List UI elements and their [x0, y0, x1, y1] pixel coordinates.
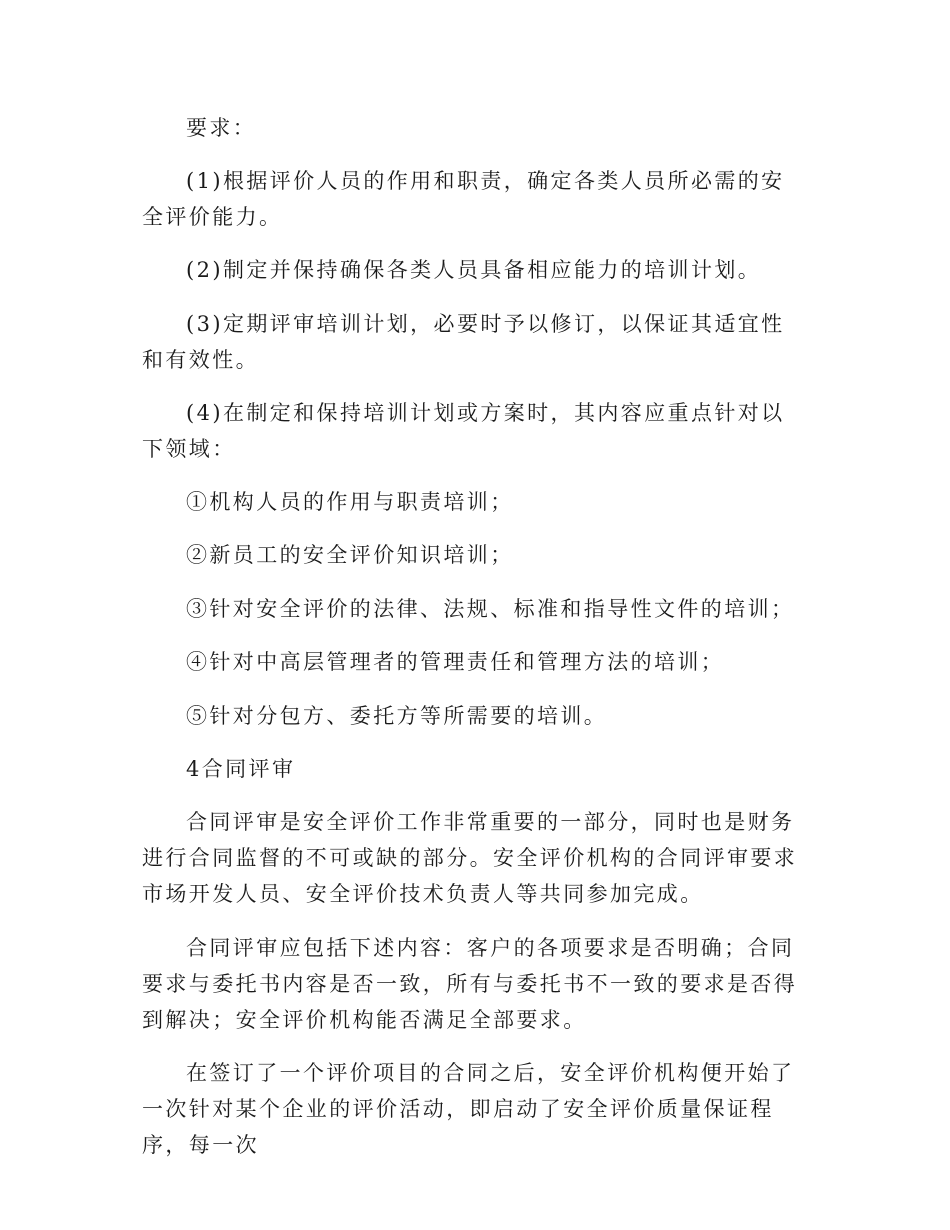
paragraph-contract-review-content: 合同评审应包括下述内容：客户的各项要求是否明确；合同要求与委托书内容是否一致，所有与委托书不一致的要求是否得到解决；安全评价机构能否满足全部要求。 [142, 936, 798, 1032]
list-item-circled-2: ②新员工的安全评价知识培训； [186, 543, 514, 567]
section-heading-contract-review: 4合同评审 [186, 757, 296, 781]
paragraph-item-2: (2)制定并保持确保各类人员具备相应能力的培训计划。 [186, 258, 762, 282]
list-item-circled-1: ①机构人员的作用与职责培训； [186, 490, 514, 514]
paragraph-item-1: (1)根据评价人员的作用和职责，确定各类人员所必需的安全评价能力。 [142, 169, 785, 229]
paragraph-requirements-heading: 要求： [186, 116, 257, 140]
paragraph-item-3: (3)定期评审培训计划，必要时予以修订，以保证其适宜性和有效性。 [142, 312, 785, 372]
paragraph-item-4: (4)在制定和保持培训计划或方案时，其内容应重点针对以下领域： [142, 401, 785, 461]
list-item-circled-5: ⑤针对分包方、委托方等所需要的培训。 [186, 704, 608, 728]
list-item-circled-3: ③针对安全评价的法律、法规、标准和指导性文件的培训； [186, 597, 795, 621]
list-item-circled-4: ④针对中高层管理者的管理责任和管理方法的培训； [186, 650, 725, 674]
paragraph-contract-signing: 在签订了一个评价项目的合同之后，安全评价机构便开始了一次针对某个企业的评价活动，即启动了安全评价质量保证程序，每一次 [142, 1061, 795, 1157]
paragraph-contract-review-intro: 合同评审是安全评价工作非常重要的一部分，同时也是财务进行合同监督的不可或缺的部分。安全评价机构的合同评审要求市场开发人员、安全评价技术负责人等共同参加完成。 [142, 810, 798, 906]
